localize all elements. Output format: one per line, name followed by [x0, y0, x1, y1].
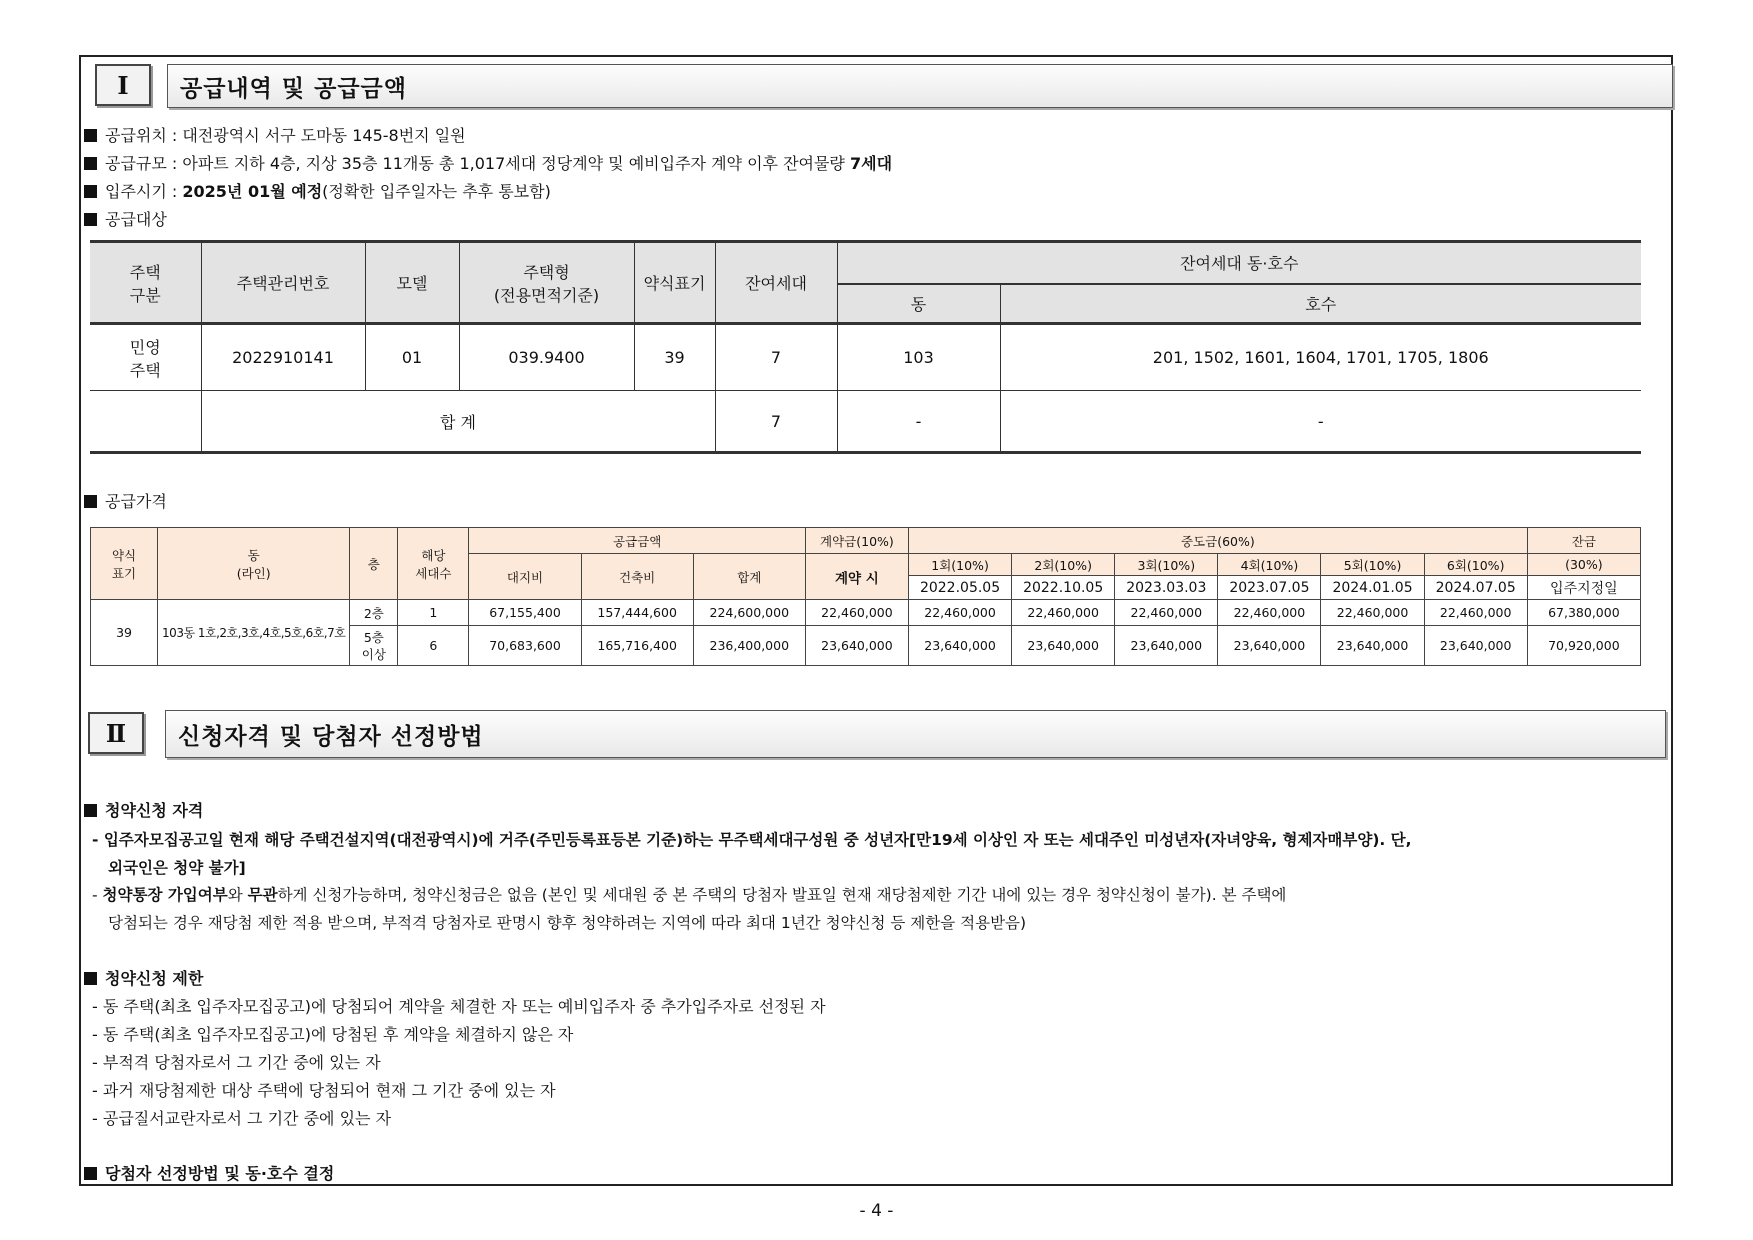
- cell-mid: 22,460,000: [1424, 600, 1527, 626]
- header-abbr: 약식표기: [634, 242, 715, 324]
- list-item: - 부적격 당첨자로서 그 기간 중에 있는 자: [92, 1053, 381, 1072]
- header-mgmt-no: 주택관리번호: [201, 242, 365, 324]
- supply-scale: 공급규모 : 아파트 지하 4층, 지상 35층 11개동 총 1,017세대 정당계약 및 예비입주자 계약 이후 잔여물량 7세대: [84, 154, 892, 174]
- total-ho: -: [1000, 391, 1641, 453]
- header-sum: 합계: [693, 554, 805, 600]
- bullet-square-icon: [84, 213, 97, 226]
- cell-mid: 22,460,000: [1218, 600, 1321, 626]
- header-model: 모델: [365, 242, 459, 324]
- header-installment: 2회(10%): [1012, 554, 1115, 576]
- installment-date: 2024.07.05: [1424, 576, 1527, 600]
- section2-number: Ⅱ: [88, 712, 144, 754]
- qualification-item-1: - 입주자모집공고일 현재 해당 주택건설지역(대전광역시)에 거주(주민등록표등본 기준)하는 무주택세대구성원 중 성년자[만19세 이상인 자 또는 세대주인 미성년자(자녀양육, 형제자매부양). 단,: [92, 831, 1412, 849]
- supply-price-table: [90, 527, 1641, 666]
- cell-dong-line: 103동 1호,2호,3호,4호,5호,6호,7호: [158, 600, 350, 666]
- header-dong-line: 동 (라인): [158, 528, 350, 600]
- cell-building: 165,716,400: [581, 626, 693, 666]
- bullet-square-icon: [84, 129, 97, 142]
- header-installment: 4회(10%): [1218, 554, 1321, 576]
- supply-target-label: 공급대상: [84, 210, 167, 230]
- header-ho: 호수: [1000, 284, 1641, 324]
- header-units: 해당 세대수: [398, 528, 469, 600]
- bullet-square-icon: [84, 157, 97, 170]
- header-deposit: 계약금(10%): [805, 528, 908, 554]
- cell-model: 01: [365, 324, 459, 391]
- cell-mid: 23,640,000: [1424, 626, 1527, 666]
- bullet-square-icon: [84, 185, 97, 198]
- qualification-item-2-cont: 당첨되는 경우 재당첨 제한 적용 받으며, 부적격 당첨자로 판명시 향후 청약하려는 지역에 따라 최대 1년간 청약신청 등 제한을 적용받음): [108, 914, 1027, 932]
- list-item: - 과거 재당첨제한 대상 주택에 당첨되어 현재 그 기간 중에 있는 자: [92, 1081, 556, 1100]
- selection-label: 당첨자 선정방법 및 동·호수 결정: [84, 1164, 334, 1184]
- section1-number: I: [95, 64, 151, 106]
- cell-remaining: 7: [715, 324, 837, 391]
- header-supply-amount: 공급금액: [469, 528, 805, 554]
- header-remaining: 잔여세대: [715, 242, 837, 324]
- cell-mid: 22,460,000: [1321, 600, 1424, 626]
- cell-mid: 22,460,000: [908, 600, 1011, 626]
- cell-balance: 70,920,000: [1527, 626, 1640, 666]
- cell-abbr: 39: [634, 324, 715, 391]
- cell-dong: 103: [837, 324, 1000, 391]
- header-installment: 3회(10%): [1115, 554, 1218, 576]
- cell-ho: 201, 1502, 1601, 1604, 1701, 1705, 1806: [1000, 324, 1641, 391]
- cell-units: 6: [398, 626, 469, 666]
- cell-building: 157,444,600: [581, 600, 693, 626]
- table-row: [90, 324, 1641, 391]
- header-floor: 층: [350, 528, 398, 600]
- cell-mid: 23,640,000: [1115, 626, 1218, 666]
- cell-abbr: 39: [91, 600, 158, 666]
- qualification-label: 청약신청 자격: [84, 801, 203, 821]
- installment-date: 2023.03.03: [1115, 576, 1218, 600]
- supply-location: 공급위치 : 대전광역시 서구 도마동 145-8번지 일원: [84, 126, 466, 146]
- total-remaining: 7: [715, 391, 837, 453]
- header-middle-payment: 중도금(60%): [908, 528, 1527, 554]
- total-label: 합 계: [201, 391, 715, 453]
- header-balance-pct: (30%): [1527, 554, 1640, 576]
- cell-mid: 22,460,000: [1012, 600, 1115, 626]
- installment-date: 2022.10.05: [1012, 576, 1115, 600]
- header-dong: 동: [837, 284, 1000, 324]
- bullet-square-icon: [84, 804, 97, 817]
- table-row: [91, 600, 1641, 626]
- cell-mid: 22,460,000: [1115, 600, 1218, 626]
- list-item: - 공급질서교란자로서 그 기간 중에 있는 자: [92, 1109, 392, 1128]
- bullet-square-icon: [84, 495, 97, 508]
- move-in-period: 입주시기 : 2025년 01월 예정(정확한 입주일자는 추후 통보함): [84, 182, 551, 202]
- cell-mid: 23,640,000: [1218, 626, 1321, 666]
- supply-price-label: 공급가격: [84, 492, 167, 512]
- restriction-label: 청약신청 제한: [84, 969, 203, 989]
- header-installment: 6회(10%): [1424, 554, 1527, 576]
- cell-mid: 23,640,000: [908, 626, 1011, 666]
- cell-land: 67,155,400: [469, 600, 581, 626]
- total-row: [90, 391, 1641, 453]
- cell-mid: 23,640,000: [1321, 626, 1424, 666]
- cell-mgmt-no: 2022910141: [201, 324, 365, 391]
- header-installment: 1회(10%): [908, 554, 1011, 576]
- header-installment: 5회(10%): [1321, 554, 1424, 576]
- header-house-type: 주택형 (전용면적기준): [459, 242, 634, 324]
- cell-balance: 67,380,000: [1527, 600, 1640, 626]
- header-balance: 잔금: [1527, 528, 1640, 554]
- qualification-item-2: - 청약통장 가입여부와 무관하게 신청가능하며, 청약신청금은 없음 (본인 및 세대원 중 본 주택의 당첨자 발표일 현재 재당첨제한 기간 내에 있는 경우 청약신청이 불가). 본 주택에: [92, 886, 1287, 904]
- bullet-square-icon: [84, 972, 97, 985]
- cell-house-type: 039.9400: [459, 324, 634, 391]
- cell-mid: 23,640,000: [1012, 626, 1115, 666]
- bullet-square-icon: [84, 1167, 97, 1180]
- header-building: 건축비: [581, 554, 693, 600]
- cell-land: 70,683,600: [469, 626, 581, 666]
- cell-deposit: 22,460,000: [805, 600, 908, 626]
- cell-floor: 2층: [350, 600, 398, 626]
- supply-target-table: [90, 240, 1641, 454]
- section1-title: 공급내역 및 공급금액: [167, 64, 1673, 108]
- header-housing-type: 주택 구분: [90, 242, 201, 324]
- page-number: - 4 -: [859, 1201, 894, 1221]
- cell-floor: 5층 이상: [350, 626, 398, 666]
- installment-date: 2023.07.05: [1218, 576, 1321, 600]
- total-dong: -: [837, 391, 1000, 453]
- cell-units: 1: [398, 600, 469, 626]
- installment-date: 2024.01.05: [1321, 576, 1424, 600]
- header-abbr: 약식 표기: [91, 528, 158, 600]
- cell-sum: 236,400,000: [693, 626, 805, 666]
- header-remaining-units: 잔여세대 동·호수: [837, 242, 1641, 284]
- header-land: 대지비: [469, 554, 581, 600]
- section2-title: 신청자격 및 당첨자 선정방법: [165, 710, 1666, 758]
- header-deposit-when: 계약 시: [805, 554, 908, 600]
- qualification-item-1-cont: 외국인은 청약 불가]: [108, 859, 246, 877]
- cell-housing-type: 민영 주택: [90, 324, 201, 391]
- list-item: - 동 주택(최초 입주자모집공고)에 당첨되어 계약을 체결한 자 또는 예비입주자 중 추가입주자로 선정된 자: [92, 997, 826, 1016]
- cell-deposit: 23,640,000: [805, 626, 908, 666]
- installment-date: 2022.05.05: [908, 576, 1011, 600]
- balance-date: 입주지정일: [1527, 576, 1640, 600]
- cell-sum: 224,600,000: [693, 600, 805, 626]
- list-item: - 동 주택(최초 입주자모집공고)에 당첨된 후 계약을 체결하지 않은 자: [92, 1025, 574, 1044]
